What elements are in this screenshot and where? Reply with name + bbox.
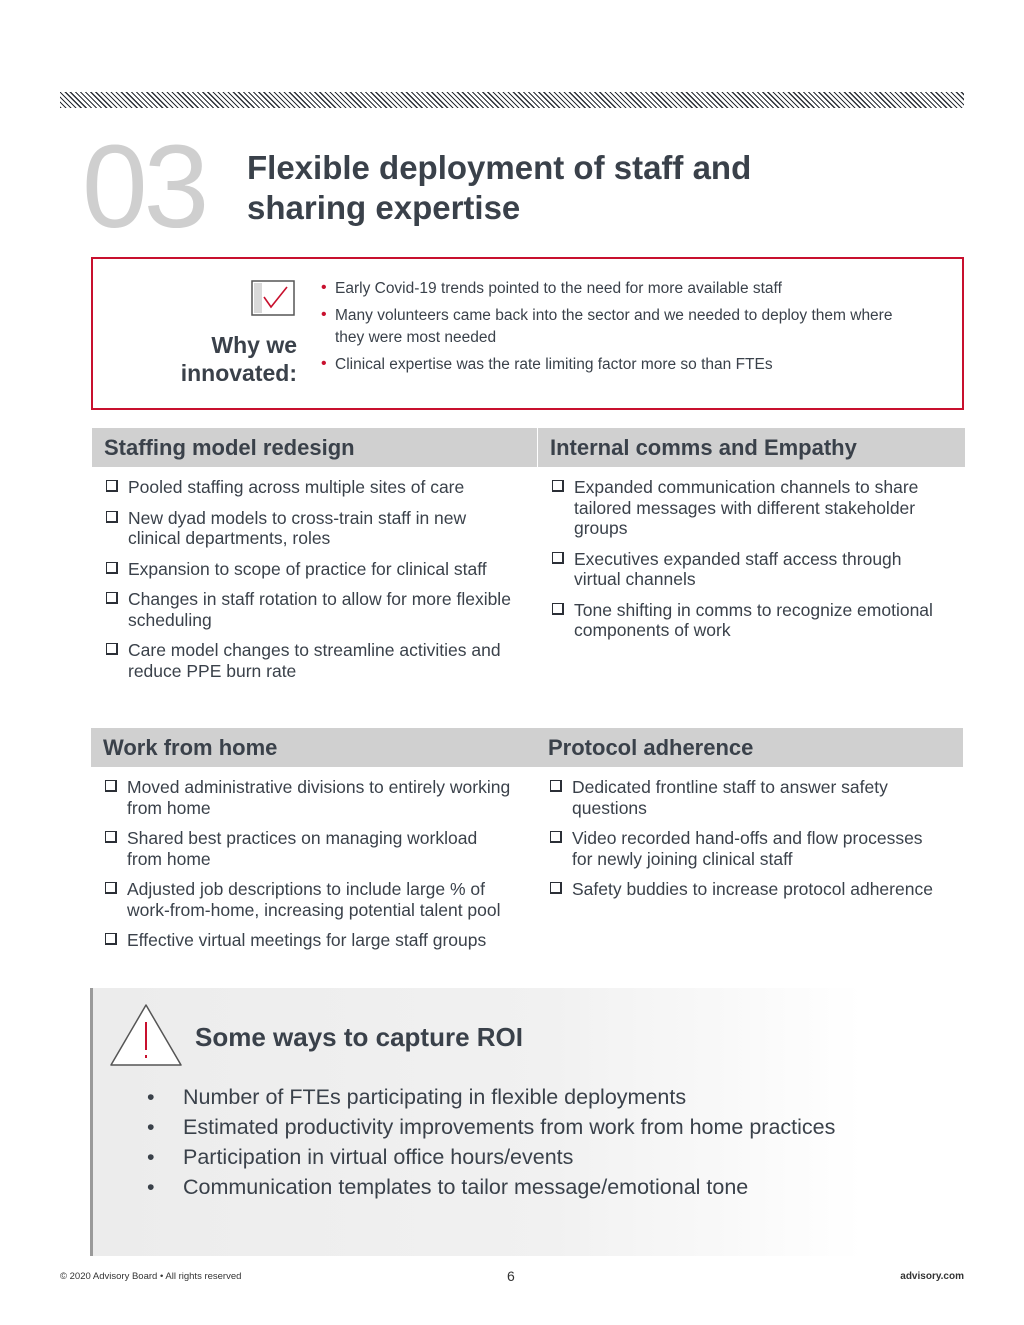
checkbox-bullet-icon — [552, 480, 564, 492]
bullet-dot: • — [147, 1175, 155, 1199]
list-item — [143, 1142, 835, 1172]
section-list — [91, 777, 513, 951]
list-item — [548, 777, 943, 818]
checkbox-bullet-icon — [550, 882, 562, 894]
list-item-text: Care model changes to streamline activities and reduce PPE burn rate — [128, 640, 501, 681]
list-item — [548, 879, 943, 900]
checkbox-bullet-icon — [550, 831, 562, 843]
section-list — [538, 477, 945, 641]
why-bullet-text: Many volunteers came back into the sector and we needed to deploy them where they were most needed — [335, 307, 893, 346]
why-bullet — [321, 305, 921, 349]
list-item-text: Tone shifting in comms to recognize emotional components of work — [574, 599, 933, 640]
list-item-text: Adjusted job descriptions to include large % of work-from-home, increasing potential talent pool — [127, 879, 501, 920]
section-title: Work from home — [91, 728, 536, 767]
roi-list — [143, 1082, 835, 1202]
section-title: Internal comms and Empathy — [538, 428, 965, 467]
section-protocol-adherence — [536, 728, 963, 900]
checkbox-bullet-icon — [106, 643, 118, 655]
section-number: 03 — [82, 121, 206, 253]
section-list — [92, 477, 514, 681]
why-label-line-2: innovated: — [180, 360, 297, 386]
list-item-text: Pooled staffing across multiple sites of care — [128, 477, 465, 497]
footer-page-number: 6 — [507, 1268, 515, 1284]
footer-site-link[interactable]: advisory.com — [900, 1271, 964, 1282]
list-item — [104, 589, 514, 630]
list-item-text: Moved administrative divisions to entirely working from home — [127, 777, 511, 818]
roi-panel — [90, 988, 863, 1256]
list-item — [103, 828, 513, 869]
bullet-dot: • — [147, 1085, 155, 1109]
list-item-text: New dyad models to cross-train staff in new clinical departments, roles — [128, 507, 467, 548]
why-bullet — [321, 354, 921, 376]
hatched-divider — [60, 92, 964, 108]
list-item-text: Video recorded hand-offs and flow processes for newly joining clinical staff — [572, 828, 923, 869]
checkbox-bullet-icon — [552, 552, 564, 564]
list-item-text: Communication templates to tailor message/emotional tone — [183, 1175, 749, 1199]
section-title: Protocol adherence — [536, 728, 963, 767]
list-item — [103, 930, 513, 951]
roi-title: Some ways to capture ROI — [195, 1022, 523, 1052]
list-item — [143, 1082, 835, 1112]
warning-triangle-icon — [108, 1002, 184, 1068]
bullet-dot: • — [147, 1145, 155, 1169]
list-item — [103, 777, 513, 818]
why-label — [143, 331, 297, 387]
list-item — [104, 559, 514, 580]
checkbox-bullet-icon — [552, 603, 564, 615]
list-item — [550, 549, 945, 590]
checkbox-bullet-icon — [106, 562, 118, 574]
list-item-text: Executives expanded staff access through virtual channels — [574, 548, 902, 589]
list-item-text: Shared best practices on managing workload from home — [127, 828, 478, 869]
section-list — [536, 777, 943, 900]
why-we-innovated-box — [91, 257, 964, 410]
bullet-dot: • — [147, 1115, 155, 1139]
list-item — [143, 1172, 835, 1202]
checkbox-checkmark-icon — [251, 280, 295, 316]
list-item-text: Number of FTEs participating in flexible deployments — [183, 1085, 687, 1109]
checkbox-bullet-icon — [105, 933, 117, 945]
checkbox-bullet-icon — [106, 480, 118, 492]
section-internal-comms — [538, 428, 965, 641]
section-title: Staffing model redesign — [92, 428, 537, 467]
why-bullet-text: Clinical expertise was the rate limiting factor more so than FTEs — [335, 356, 773, 373]
checkbox-bullet-icon — [105, 831, 117, 843]
why-bullet-list — [321, 278, 921, 381]
list-item — [103, 879, 513, 920]
checkbox-bullet-icon — [106, 511, 118, 523]
why-bullet-text: Early Covid-19 trends pointed to the need for more available staff — [335, 280, 782, 297]
list-item — [104, 508, 514, 549]
list-item — [104, 477, 514, 498]
list-item-text: Effective virtual meetings for large staff groups — [127, 930, 487, 950]
checkbox-bullet-icon — [550, 780, 562, 792]
list-item — [550, 600, 945, 641]
list-item-text: Estimated productivity improvements from work from home practices — [183, 1115, 836, 1139]
list-item — [143, 1112, 835, 1142]
why-bullet — [321, 278, 921, 300]
section-work-from-home — [91, 728, 536, 951]
list-item-text: Expanded communication channels to share tailored messages with different stakeholder groups — [574, 477, 919, 538]
list-item — [104, 640, 514, 681]
bullet-dot: • — [321, 306, 327, 323]
section-staffing-model — [92, 428, 537, 681]
bullet-dot: • — [321, 355, 327, 372]
checkbox-bullet-icon — [106, 592, 118, 604]
page-title — [247, 148, 887, 228]
why-label-line-1: Why we — [211, 332, 297, 358]
list-item-text: Changes in staff rotation to allow for more flexible scheduling — [128, 589, 511, 630]
checkbox-bullet-icon — [105, 882, 117, 894]
list-item-text: Safety buddies to increase protocol adherence — [572, 879, 933, 899]
page-title-line-2: sharing expertise — [247, 189, 521, 226]
list-item-text: Dedicated frontline staff to answer safety questions — [572, 777, 888, 818]
bullet-dot: • — [321, 279, 327, 296]
footer-copyright: © 2020 Advisory Board • All rights reserved — [60, 1271, 242, 1282]
checkbox-bullet-icon — [105, 780, 117, 792]
list-item — [550, 477, 945, 539]
list-item-text: Expansion to scope of practice for clinical staff — [128, 558, 487, 579]
list-item-text: Participation in virtual office hours/events — [183, 1145, 574, 1169]
list-item — [548, 828, 943, 869]
page-title-line-1: Flexible deployment of staff and — [247, 149, 752, 186]
